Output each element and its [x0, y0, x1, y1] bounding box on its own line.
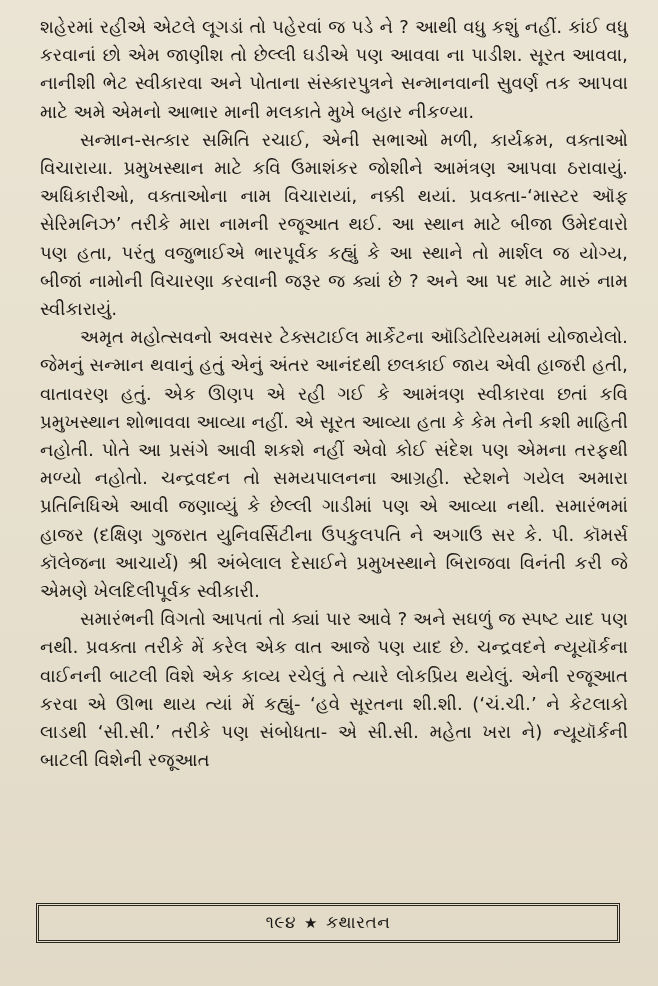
page-footer — [36, 903, 620, 943]
page-number: ૧૯૪ — [265, 913, 297, 933]
paragraph-3: અમૃત મહોત્સવનો અવસર ટેક્સટાઈલ માર્કેટના ઑડિટોરિયમમાં યોજાયેલો. જેમનું સન્માન થવાનું હતું એનું અંતર આનંદથી છલકાઈ જાય એવી હાજરી હતી, વાતાવરણ હતું. એક ઊણપ એ રહી ગઈ કે આમંત્રણ સ્વીકારવા છતાં કવિ પ્રમુખસ્થાન શોભાવવા આવ્યા નહીં. એ સૂરત આવ્યા હતા કે કેમ તેની કશી માહિતી નહોતી. પોતે આ પ્રસંગે આવી શકશે નહીં એવો કોઈ સંદેશ પણ એમના તરફથી મળ્યો નહોતો. ચન્દ્રવદન તો સમયપાલનના આગ્રહી. સ્ટેશને ગયેલ અમારા પ્રતિનિધિએ આવી જણાવ્યું કે છેલ્લી ગાડીમાં પણ એ આવ્યા નથી. સમારંભમાં હાજર (દક્ષિણ ગુજરાત યુનિવર્સિટીના ઉપકુલપતિ ને અગાઉ સર કે. પી. કૉમર્સ કૉલેજના આચાર્ય) શ્રી અંબેલાલ દેસાઈને પ્રમુખસ્થાને બિરાજવા વિનંતી કરી જે એમણે ખેલદિલીપૂર્વક સ્વીકારી. — [40, 327, 628, 603]
paragraph-2: સન્માન-સત્કાર સમિતિ રચાઈ, એની સભાઓ મળી, કાર્યક્રમ, વક્તાઓ વિચારાયા. પ્રમુખસ્થાન માટે કવિ ઉમાશંકર જોશીને આમંત્રણ આપવા ઠરાવાયું. અધિકારીઓ, વક્તાઓના નામ વિચારાયાં, નક્કી થયાં. પ્રવક્તા-‘માસ્ટર ઑફ સેરિમનિઝ’ તરીકે મારા નામની રજૂઆત થઈ. આ સ્થાન માટે બીજા ઉમેદવારો પણ હતા, પરંતુ વજુભાઈએ ભારપૂર્વક કહ્યું કે આ સ્થાને તો માર્શલ જ યોગ્ય, બીજાં નામોની વિચારણા કરવાની જરૂર જ ક્યાં છે ? અને આ પદ માટે મારું નામ સ્વીકારાયું. — [40, 129, 628, 321]
footer-content — [266, 913, 391, 933]
paragraph-1: શહેરમાં રહીએ એટલે લૂગડાં તો પહેરવાં જ પડે ને ? આથી વધુ કશું નહીં. કાંઈ વધુ કરવાનાં છો એમ જાણીશ તો છેલ્લી ઘડીએ પણ આવવા ના પાડીશ. સૂરત આવવા, નાનીશી ભેટ સ્વીકારવા અને પોતાના સંસ્કારપુત્રને સન્માનવાની સુવર્ણ તક આપવા માટે અમે એમનો આભાર માની મલકાતે મુખે બહાર નીકળ્યા. — [40, 17, 628, 123]
paragraph-4: સમારંભની વિગતો આપતાં તો ક્યાં પાર આવે ? અને સઘળું જ સ્પષ્ટ યાદ પણ નથી. પ્રવક્તા તરીકે મેં કરેલ એક વાત આજે પણ યાદ છે. ચન્દ્રવદને ન્યૂયૉર્કના વાઈનની બાટલી વિશે એક કાવ્ય રચેલું તે ત્યારે લોકપ્રિય થયેલું. એની રજૂઆત કરવા એ ઊભા થાય ત્યાં મેં કહ્યું- ‘હવે સૂરતના શી.શી. (‘ચં.ચી.’ ને કેટલાકો લાડથી ‘સી.સી.’ તરીકે પણ સંબોધતા- એ સી.સી. મહેતા ખરા ને) ન્યૂયૉર્કની બાટલી વિશેની રજૂઆત — [40, 609, 628, 772]
body-text — [40, 14, 628, 775]
star-icon: ★ — [304, 914, 318, 932]
book-title: કથારતન — [325, 913, 391, 933]
